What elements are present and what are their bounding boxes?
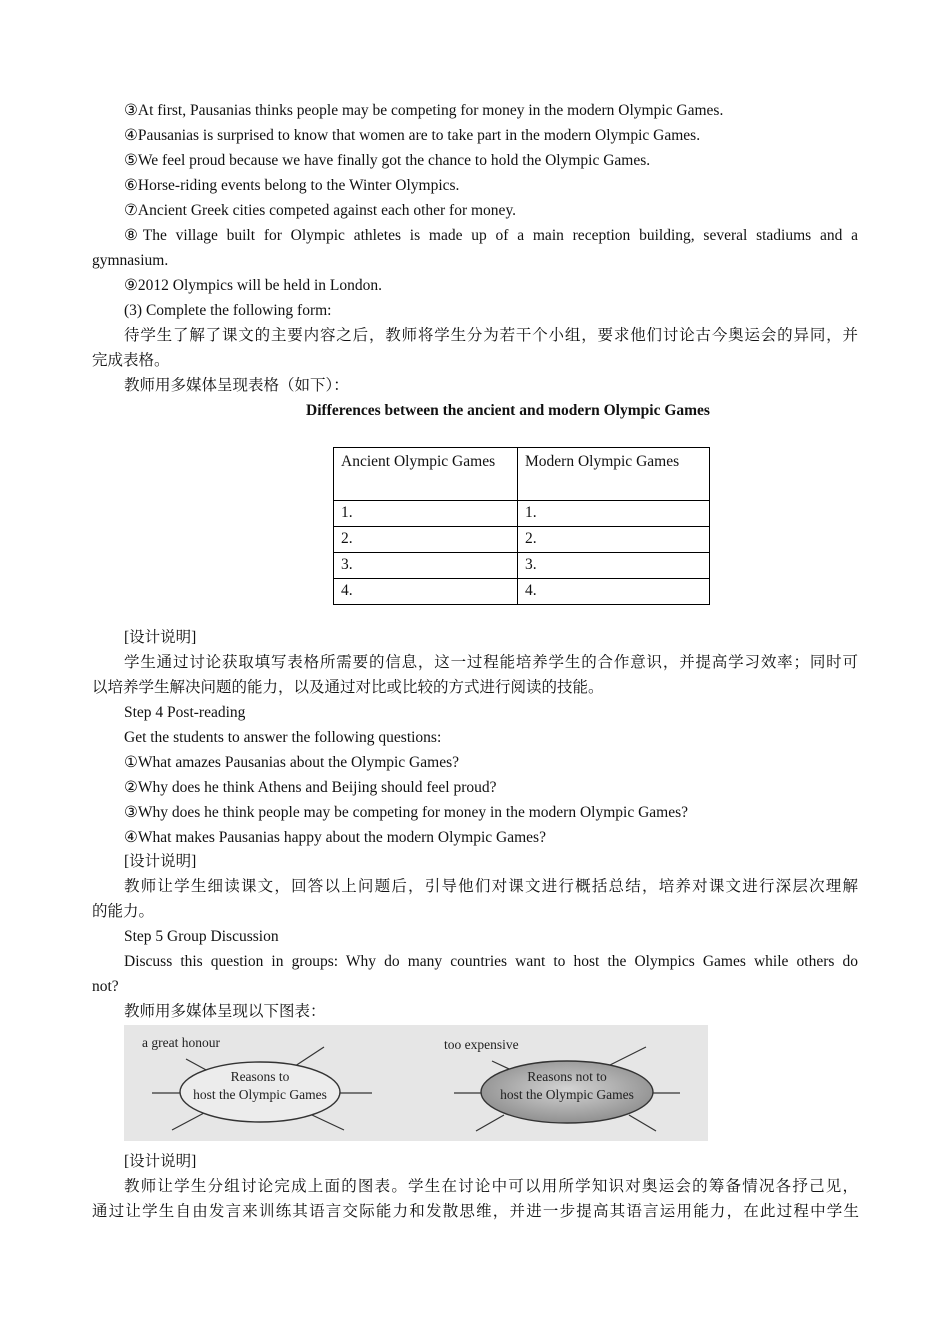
table-row	[334, 501, 710, 527]
table-cell: 1.	[334, 501, 518, 527]
header-ancient: Ancient Olympic Games	[334, 448, 518, 501]
cn-paragraph-3-line2: 以培养学生解决问题的能力，以及通过对比或比较的方式进行阅读的技能。	[92, 679, 604, 696]
discussion-line1: Discuss this question in groups: Why do many countries want to host the Olympics Games while others do	[124, 953, 858, 970]
questions-instruction: Get the students to answer the following questions:	[124, 729, 442, 746]
cn-paragraph-4-line1: 教师让学生细读课文，回答以上问题后，引导他们对课文进行概括总结，培养对课文进行深层次理解	[124, 878, 858, 895]
question-1: ①What amazes Pausanias about the Olympic Games?	[124, 754, 459, 771]
table-row	[334, 553, 710, 579]
statement-8-line2: gymnasium.	[92, 252, 169, 269]
right-example-label: too expensive	[444, 1037, 519, 1052]
left-spoke	[172, 1113, 204, 1130]
table-cell: 3.	[518, 553, 710, 579]
left-center-line2: host the Olympic Games	[193, 1087, 327, 1102]
header-modern: Modern Olympic Games	[518, 448, 710, 501]
reasons-diagram	[124, 1025, 708, 1141]
cn-paragraph-1-line2: 完成表格。	[92, 352, 170, 369]
design-note-label-1: [设计说明]	[124, 629, 197, 646]
table-title: Differences between the ancient and modern Olympic Games	[306, 402, 710, 419]
design-note-label-3: [设计说明]	[124, 1153, 197, 1170]
table-cell: 2.	[518, 527, 710, 553]
statement-8-line1: ⑧The village built for Olympic athletes is made up of a main reception building, several stadiums and a	[124, 227, 858, 244]
right-center-line2: host the Olympic Games	[500, 1087, 634, 1102]
cn-paragraph-2: 教师用多媒体呈现表格（如下）：	[124, 377, 349, 394]
table-row	[334, 579, 710, 605]
table-cell: 2.	[334, 527, 518, 553]
statement-3: ③At first, Pausanias thinks people may be competing for money in the modern Olympic Games.	[124, 102, 724, 119]
right-spoke	[476, 1115, 504, 1131]
table-row	[334, 527, 710, 553]
right-center-line1: Reasons not to	[527, 1069, 607, 1084]
statement-7: ⑦Ancient Greek cities competed against each other for money.	[124, 202, 517, 219]
cn-paragraph-5: 教师用多媒体呈现以下图表：	[124, 1003, 326, 1020]
left-spoke	[312, 1115, 344, 1130]
statement-5: ⑤We feel proud because we have finally got the chance to hold the Olympic Games.	[124, 152, 651, 169]
question-3: ③Why does he think people may be competing for money in the modern Olympic Games?	[124, 804, 689, 821]
comparison-table	[333, 447, 710, 605]
right-spoke	[629, 1115, 656, 1131]
statement-6: ⑥Horse-riding events belong to the Winter Olympics.	[124, 177, 460, 194]
cn-paragraph-3-line1: 学生通过讨论获取填写表格所需要的信息，这一过程能培养学生的合作意识，并提高学习效率；同时可	[124, 654, 858, 671]
question-4: ④What makes Pausanias happy about the modern Olympic Games?	[124, 829, 546, 846]
table-cell: 4.	[334, 579, 518, 605]
statement-4: ④Pausanias is surprised to know that women are to take part in the modern Olympic Games.	[124, 127, 701, 144]
cn-paragraph-4-line2: 的能力。	[92, 903, 155, 920]
table-cell: 1.	[518, 501, 710, 527]
table-cell: 4.	[518, 579, 710, 605]
statement-9: ⑨2012 Olympics will be held in London.	[124, 277, 382, 294]
discussion-line2: not?	[92, 978, 119, 995]
cn-paragraph-1-line1: 待学生了解了课文的主要内容之后，教师将学生分为若干个小组，要求他们讨论古今奥运会的异同，并	[124, 327, 858, 344]
complete-form-instruction: (3) Complete the following form:	[124, 302, 332, 319]
left-example-label: a great honour	[142, 1035, 220, 1050]
question-2: ②Why does he think Athens and Beijing should feel proud?	[124, 779, 497, 796]
left-center-line1: Reasons to	[230, 1069, 290, 1084]
step-4-heading: Step 4 Post-reading	[124, 704, 246, 721]
table-cell: 3.	[334, 553, 518, 579]
step-5-heading: Step 5 Group Discussion	[124, 928, 279, 945]
cn-paragraph-6-line2: 通过让学生自由发言来训练其语言交际能力和发散思维，并进一步提高其语言运用能力，在此过程中学生	[92, 1203, 859, 1220]
cn-paragraph-6-line1: 教师让学生分组讨论完成上面的图表。学生在讨论中可以用所学知识对奥运会的筹备情况各抒己见，	[124, 1178, 858, 1195]
design-note-label-2: [设计说明]	[124, 853, 197, 870]
table-header-row	[334, 448, 710, 501]
